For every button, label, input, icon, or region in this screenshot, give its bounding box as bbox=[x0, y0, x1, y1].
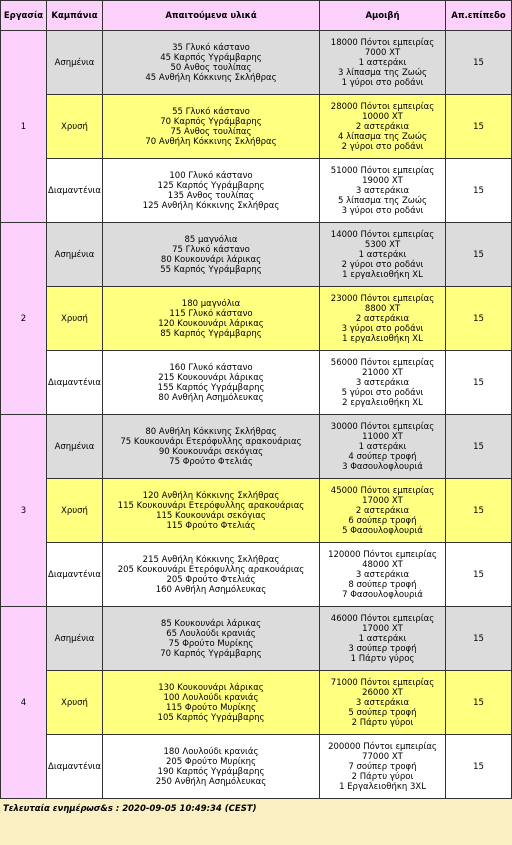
materials-cell bbox=[103, 671, 320, 735]
reward-item: 1 αστεράκι bbox=[358, 441, 407, 452]
reward-item: 4 σούπερ τροφή bbox=[348, 451, 417, 462]
reward-item: 5 λίπασμα της Ζωώς bbox=[337, 195, 428, 206]
reward-item: 8 σούπερ τροφή bbox=[348, 579, 417, 590]
materials-cell bbox=[103, 543, 320, 607]
material-item: 120 Ανθήλη Κόκκινης Σκλήθρας bbox=[142, 490, 280, 501]
required-level: 15 bbox=[446, 31, 512, 95]
task-number: 3 bbox=[1, 415, 47, 607]
campaign-name: Χρυσή bbox=[47, 287, 103, 351]
header-level: Απ.επίπεδο bbox=[446, 1, 512, 31]
material-item: 90 Κουκουνάρι σεκόγιας bbox=[158, 446, 264, 457]
material-item: 80 Ανθήλη Ασημόλευκας bbox=[158, 392, 264, 403]
required-level: 15 bbox=[446, 351, 512, 415]
reward-item: 2 αστεράκια bbox=[355, 505, 410, 516]
campaign-name: Διαμαντένια bbox=[47, 351, 103, 415]
material-item: 50 Ανθος τουλίπας bbox=[170, 62, 252, 73]
material-item: 135 Ανθος τουλίπας bbox=[167, 190, 255, 201]
reward-item: 71000 Πόντοι εμπειρίας bbox=[330, 677, 435, 688]
required-level: 15 bbox=[446, 287, 512, 351]
material-item: 70 Καρπός Υγράμβαρης bbox=[160, 648, 262, 659]
materials-cell bbox=[103, 159, 320, 223]
reward-item: 3 Φασουλοφλουριά bbox=[342, 461, 423, 472]
header-reward: Αμοιβή bbox=[320, 1, 446, 31]
required-level: 15 bbox=[446, 543, 512, 607]
materials-cell bbox=[103, 479, 320, 543]
material-item: 115 Φρούτο Φτελιάς bbox=[166, 520, 256, 531]
material-item: 160 Γλυκό κάστανο bbox=[169, 362, 253, 373]
reward-item: 5 Φασουλοφλουριά bbox=[342, 525, 423, 536]
required-level: 15 bbox=[446, 95, 512, 159]
material-item: 85 Καρπός Υγράμβαρης bbox=[160, 328, 262, 339]
reward-cell bbox=[320, 287, 446, 351]
reward-cell bbox=[320, 223, 446, 287]
reward-item: 6 σούπερ τροφή bbox=[348, 515, 417, 526]
material-item: 45 Ανθήλη Κόκκινης Σκλήθρας bbox=[145, 72, 277, 83]
material-item: 125 Ανθήλη Κόκκινης Σκλήθρας bbox=[142, 200, 280, 211]
table-row bbox=[1, 479, 512, 543]
reward-item: 1 Πάρτυ γύρος bbox=[350, 653, 415, 664]
reward-item: 19000 ΧΤ bbox=[362, 175, 403, 186]
task-number: 1 bbox=[1, 31, 47, 223]
reward-cell bbox=[320, 671, 446, 735]
material-item: 130 Κουκουνάρι λάρικας bbox=[158, 682, 264, 693]
reward-item: 5 γύροι στο ροδάνι bbox=[341, 387, 424, 398]
reward-item: 200000 Πόντοι εμπειρίας bbox=[328, 741, 437, 752]
material-item: 180 μαγνόλια bbox=[181, 298, 241, 309]
table-row bbox=[1, 607, 512, 671]
reward-item: 1 αστεράκι bbox=[358, 249, 407, 260]
table-row bbox=[1, 735, 512, 799]
material-item: 105 Καρπός Υγράμβαρης bbox=[157, 712, 265, 723]
reward-item: 26000 ΧΤ bbox=[362, 687, 403, 698]
material-item: 75 Φρούτο Μυρίκης bbox=[168, 638, 254, 649]
reward-item: 2 Πάρτυ γύροι bbox=[351, 771, 414, 782]
material-item: 55 Καρπός Υγράμβαρης bbox=[160, 264, 262, 275]
table-row bbox=[1, 95, 512, 159]
task-number: 4 bbox=[1, 607, 47, 799]
required-level: 15 bbox=[446, 607, 512, 671]
reward-item: 23000 Πόντοι εμπειρίας bbox=[330, 293, 435, 304]
reward-item: 14000 Πόντοι εμπειρίας bbox=[330, 229, 435, 240]
material-item: 205 Φρούτο Μυρίκης bbox=[165, 756, 257, 767]
materials-cell bbox=[103, 735, 320, 799]
material-item: 215 Κουκουνάρι λάρικας bbox=[158, 372, 264, 383]
reward-item: 2 γύροι στο ροδάνι bbox=[341, 141, 424, 152]
reward-item: 3 λίπασμα της Ζωώς bbox=[337, 67, 428, 78]
material-item: 70 Καρπός Υγράμβαρης bbox=[160, 116, 262, 127]
required-level: 15 bbox=[446, 223, 512, 287]
campaign-name: Ασημένια bbox=[47, 415, 103, 479]
reward-item: 3 γύροι στο ροδάνι bbox=[341, 205, 424, 216]
reward-item: 1 γύροι στο ροδάνι bbox=[341, 77, 424, 88]
materials-cell bbox=[103, 415, 320, 479]
reward-cell bbox=[320, 415, 446, 479]
material-item: 120 Κουκουνάρι λάρικας bbox=[158, 318, 264, 329]
material-item: 75 Φρούτο Φτελιάς bbox=[169, 456, 253, 467]
material-item: 155 Καρπός Υγράμβαρης bbox=[157, 382, 265, 393]
campaign-name: Ασημένια bbox=[47, 607, 103, 671]
reward-item: 56000 Πόντοι εμπειρίας bbox=[330, 357, 435, 368]
header-campaign: Καμπάνια bbox=[47, 1, 103, 31]
material-item: 160 Ανθήλη Ασημόλευκας bbox=[155, 584, 267, 595]
material-item: 125 Καρπός Υγράμβαρης bbox=[157, 180, 265, 191]
required-level: 15 bbox=[446, 159, 512, 223]
material-item: 85 μαγνόλια bbox=[184, 234, 238, 245]
reward-item: 7 Φασουλοφλουριά bbox=[342, 589, 423, 600]
reward-item: 21000 ΧΤ bbox=[362, 367, 403, 378]
reward-item: 45000 Πόντοι εμπειρίας bbox=[330, 485, 435, 496]
reward-cell bbox=[320, 351, 446, 415]
material-item: 205 Κουκουνάρι Ετερόφυλλης αρακουάριας bbox=[117, 564, 305, 575]
reward-item: 28000 Πόντοι εμπειρίας bbox=[330, 101, 435, 112]
reward-item: 10000 ΧΤ bbox=[362, 111, 403, 122]
table-row bbox=[1, 287, 512, 351]
material-item: 215 Ανθήλη Κόκκινης Σκλήθρας bbox=[142, 554, 280, 565]
reward-cell bbox=[320, 159, 446, 223]
reward-item: 4 λίπασμα της Ζωώς bbox=[337, 131, 428, 142]
reward-item: 2 γύροι στο ροδάνι bbox=[341, 259, 424, 270]
header-row bbox=[1, 1, 512, 31]
reward-item: 17000 ΧΤ bbox=[362, 495, 403, 506]
materials-cell bbox=[103, 31, 320, 95]
reward-item: 3 σούπερ τροφή bbox=[348, 643, 417, 654]
material-item: 75 Ανθος τουλίπας bbox=[170, 126, 252, 137]
header-materials: Απαιτούμενα υλικά bbox=[103, 1, 320, 31]
reward-item: 1 εργαλειοθήκη XL bbox=[342, 269, 423, 280]
required-level: 15 bbox=[446, 671, 512, 735]
reward-cell bbox=[320, 543, 446, 607]
reward-item: 2 Πάρτυ γύροι bbox=[351, 717, 414, 728]
table-row bbox=[1, 671, 512, 735]
material-item: 250 Ανθήλη Ασημόλευκας bbox=[155, 776, 267, 787]
table-row bbox=[1, 223, 512, 287]
materials-cell bbox=[103, 607, 320, 671]
table-row bbox=[1, 159, 512, 223]
material-item: 85 Κουκουνάρι λάρικας bbox=[160, 618, 262, 629]
campaign-name: Διαμαντένια bbox=[47, 735, 103, 799]
material-item: 190 Καρπός Υγράμβαρης bbox=[157, 766, 265, 777]
reward-item: 11000 ΧΤ bbox=[362, 431, 403, 442]
header-task: Εργασία bbox=[1, 1, 47, 31]
reward-item: 5 σούπερ τροφή bbox=[348, 707, 417, 718]
reward-item: 2 εργαλειοθήκη XL bbox=[342, 397, 423, 408]
table-row bbox=[1, 415, 512, 479]
material-item: 115 Γλυκό κάστανο bbox=[169, 308, 253, 319]
table-row bbox=[1, 31, 512, 95]
material-item: 80 Ανθήλη Κόκκινης Σκλήθρας bbox=[145, 426, 277, 437]
reward-cell bbox=[320, 607, 446, 671]
material-item: 75 Κουκουνάρι Ετερόφυλλης αρακουάριας bbox=[120, 436, 302, 447]
materials-cell bbox=[103, 95, 320, 159]
required-level: 15 bbox=[446, 479, 512, 543]
reward-cell bbox=[320, 479, 446, 543]
required-level: 15 bbox=[446, 415, 512, 479]
material-item: 55 Γλυκό κάστανο bbox=[172, 106, 250, 117]
material-item: 115 Κουκουνάρι σεκόγιας bbox=[156, 510, 266, 521]
reward-item: 5300 ΧΤ bbox=[364, 239, 401, 250]
campaign-name: Διαμαντένια bbox=[47, 159, 103, 223]
reward-cell bbox=[320, 31, 446, 95]
reward-item: 2 αστεράκια bbox=[355, 121, 410, 132]
reward-item: 1 αστεράκι bbox=[358, 57, 407, 68]
reward-item: 120000 Πόντοι εμπειρίας bbox=[328, 549, 437, 560]
reward-item: 7000 ΧΤ bbox=[364, 47, 401, 58]
table-row bbox=[1, 543, 512, 607]
campaign-name: Χρυσή bbox=[47, 95, 103, 159]
material-item: 70 Ανθήλη Κόκκινης Σκλήθρας bbox=[145, 136, 277, 147]
reward-item: 3 αστεράκια bbox=[355, 185, 410, 196]
reward-item: 3 αστεράκια bbox=[355, 569, 410, 580]
campaign-name: Χρυσή bbox=[47, 479, 103, 543]
campaign-name: Διαμαντένια bbox=[47, 543, 103, 607]
material-item: 180 Λουλούδι κρανιάς bbox=[163, 746, 259, 757]
materials-cell bbox=[103, 287, 320, 351]
reward-item: 17000 ΧΤ bbox=[362, 623, 403, 634]
campaign-name: Ασημένια bbox=[47, 31, 103, 95]
material-item: 65 Λουλούδι κρανιάς bbox=[166, 628, 256, 639]
reward-item: 3 αστεράκια bbox=[355, 697, 410, 708]
reward-item: 1 Εργαλειοθήκη 3XL bbox=[339, 781, 426, 792]
reward-item: 2 αστεράκια bbox=[355, 313, 410, 324]
material-item: 100 Γλυκό κάστανο bbox=[169, 170, 253, 181]
table-row bbox=[1, 351, 512, 415]
material-item: 75 Γλυκό κάστανο bbox=[172, 244, 250, 255]
materials-cell bbox=[103, 351, 320, 415]
last-updated: Τελευταία ενημέρωσ&s : 2020-09-05 10:49:34 (CEST) bbox=[3, 804, 257, 814]
reward-cell bbox=[320, 735, 446, 799]
reward-item: 48000 ΧΤ bbox=[362, 559, 403, 570]
table-body bbox=[1, 31, 512, 799]
required-level: 15 bbox=[446, 735, 512, 799]
campaign-name: Ασημένια bbox=[47, 223, 103, 287]
material-item: 45 Καρπός Υγράμβαρης bbox=[160, 52, 262, 63]
reward-item: 3 γύροι στο ροδάνι bbox=[341, 323, 424, 334]
reward-item: 8800 ΧΤ bbox=[364, 303, 401, 314]
campaign-name: Χρυσή bbox=[47, 671, 103, 735]
reward-cell bbox=[320, 95, 446, 159]
materials-cell bbox=[103, 223, 320, 287]
material-item: 115 Κουκουνάρι Ετερόφυλλης αρακουάριας bbox=[117, 500, 305, 511]
reward-item: 18000 Πόντοι εμπειρίας bbox=[330, 37, 435, 48]
reward-item: 46000 Πόντοι εμπειρίας bbox=[330, 613, 435, 624]
reward-item: 1 αστεράκι bbox=[358, 633, 407, 644]
material-item: 35 Γλυκό κάστανο bbox=[172, 42, 250, 53]
reward-item: 30000 Πόντοι εμπειρίας bbox=[330, 421, 435, 432]
material-item: 205 Φρούτο Φτελιάς bbox=[166, 574, 256, 585]
reward-item: 77000 ΧΤ bbox=[362, 751, 403, 762]
reward-item: 51000 Πόντοι εμπειρίας bbox=[330, 165, 435, 176]
material-item: 100 Λουλούδι κρανιάς bbox=[163, 692, 259, 703]
reward-item: 1 εργαλειοθήκη XL bbox=[342, 333, 423, 344]
material-item: 80 Κουκουνάρι λάρικας bbox=[160, 254, 262, 265]
material-item: 115 Φρούτο Μυρίκης bbox=[165, 702, 257, 713]
reward-item: 7 σούπερ τροφή bbox=[348, 761, 417, 772]
reward-item: 3 αστεράκια bbox=[355, 377, 410, 388]
task-number: 2 bbox=[1, 223, 47, 415]
